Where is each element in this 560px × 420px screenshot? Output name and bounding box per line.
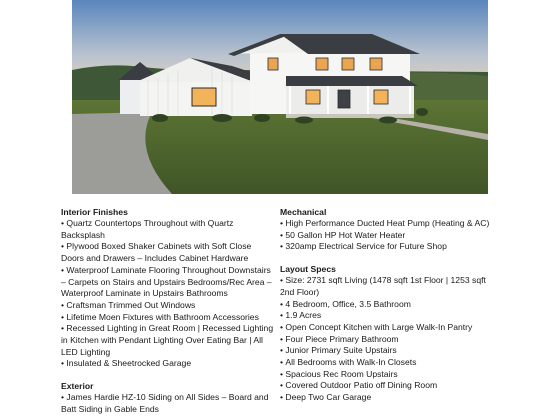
list-item: • Waterproof Laminate Flooring Throughout Downstairs – Carpets on Stairs and Upstairs Bedrooms/Rec Area – Waterproof Laminate in Upstairs Bathrooms [61,265,275,300]
mechanical-list [280,218,502,253]
house-illustration [72,0,488,194]
front-door [338,90,350,108]
list-item: • Covered Outdoor Patio off Dining Room [280,380,502,392]
property-photo [72,0,488,194]
window [370,58,382,70]
left-column [61,206,275,416]
list-item: • Open Concept Kitchen with Large Walk-In Pantry [280,322,502,334]
window [268,58,278,70]
list-item: • Lifetime Moen Fixtures with Bathroom Accessories [61,312,275,324]
list-item: • Craftsman Trimmed Out Windows [61,300,275,312]
list-item: • 4 Bedroom, Office, 3.5 Bathroom [280,299,502,311]
window [342,58,354,70]
exterior-list [61,392,275,415]
list-item: • All Bedrooms with Walk-In Closets [280,357,502,369]
list-item: • Four Piece Primary Bathroom [280,334,502,346]
list-item: • Deep Two Car Garage [280,392,502,404]
section-title-interior: Interior Finishes [61,207,128,217]
list-item: • Recessed Lighting in Great Room | Recessed Lighting in Kitchen with Pendant Lighting Over Eating Bar | All LED Lighting [61,323,275,358]
layout-list [280,275,502,404]
list-item: • Size: 2731 sqft Living (1478 sqft 1st Floor | 1253 sqft 2nd Floor) [280,275,502,298]
window [306,90,320,104]
list-item: • Plywood Boxed Shaker Cabinets with Soft Close Doors and Drawers – Includes Cabinet Hardware [61,241,275,264]
list-item: • 1.9 Acres [280,310,502,322]
interior-list [61,218,275,370]
list-item: • Quartz Countertops Throughout with Quartz Backsplash [61,218,275,241]
section-title-layout: Layout Specs [280,264,336,275]
list-item: • Insulated & Sheetrocked Garage [61,358,275,370]
right-column [280,206,502,404]
list-item: • Junior Primary Suite Upstairs [280,345,502,357]
list-item: • Spacious Rec Room Upstairs [280,369,502,381]
section-title-exterior: Exterior [61,381,94,392]
list-item: • 320amp Electrical Service for Future Shop [280,241,502,253]
window [316,58,328,70]
list-item: • 50 Gallon HP Hot Water Heater [280,230,502,242]
section-title-mechanical: Mechanical [280,207,327,217]
list-item: • James Hardie HZ-10 Siding on All Sides – Board and Batt Siding in Gable Ends [61,392,275,415]
window [374,90,388,104]
porch-roof [286,76,418,86]
window [192,88,216,106]
list-item: • High Performance Ducted Heat Pump (Heating & AC) [280,218,502,230]
